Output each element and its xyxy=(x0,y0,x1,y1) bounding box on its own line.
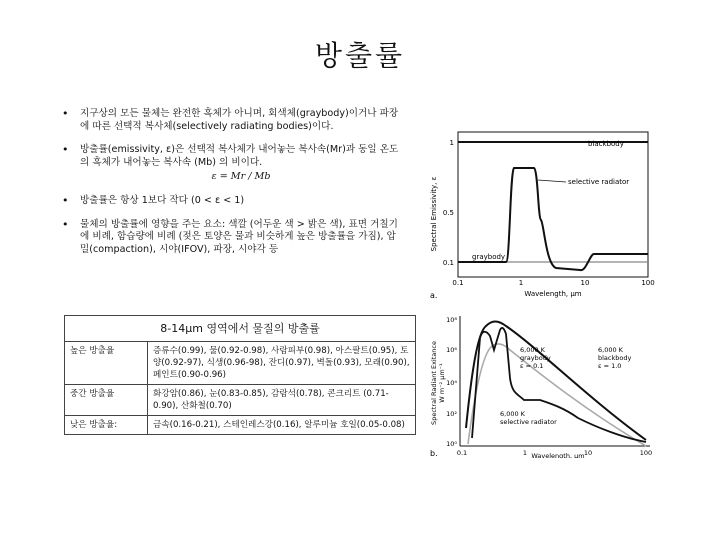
chart-b-ylabel-units: W m⁻² μm⁻¹ xyxy=(438,363,446,403)
chart-b-xtick: 1 xyxy=(522,449,528,457)
bullet-list xyxy=(62,108,402,267)
table-row xyxy=(65,385,416,416)
blackbody-temp-label: 6,000 K xyxy=(598,346,623,354)
chart-b-ytick: 10⁶ xyxy=(446,346,457,354)
table-cell-materials: 금속(0.16-0.21), 스테인레스강(0.16), 알루미늄 호일(0.05-0.08) xyxy=(148,416,416,435)
graybody-name-label: graybody xyxy=(520,354,551,362)
blackbody-emissivity-label: ε = 1.0 xyxy=(598,362,622,370)
chart-a-xtick: 1 xyxy=(518,279,524,287)
table-row xyxy=(65,342,416,385)
table-cell-level: 중간 방출율 xyxy=(65,385,148,416)
page-title: 방출률 xyxy=(314,39,406,72)
table-cell-level: 높은 방출율 xyxy=(65,342,148,385)
chart-a-ylabel: Spectral Emissivity, ε xyxy=(430,176,438,252)
table-row xyxy=(65,416,416,435)
graybody-emissivity-label: ε = 0.1 xyxy=(520,362,544,370)
chart-b-xtick: 10 xyxy=(583,449,593,457)
bullet-item xyxy=(62,144,402,184)
chart-b-ytick: 10⁴ xyxy=(446,379,457,387)
blackbody-label: blackbody xyxy=(588,140,624,148)
chart-b-xtick: 0.1 xyxy=(456,449,468,457)
bullet-text: 방출률은 항상 1보다 작다 (0 < ε < 1) xyxy=(80,194,245,206)
selective-name-label: selective radiator xyxy=(500,418,557,426)
chart-b-ylabel: Spectral Radiant Exitance xyxy=(430,341,438,425)
emissivity-chart xyxy=(428,122,664,302)
chart-a-xlabel: Wavelength, μm xyxy=(524,290,582,298)
chart-a-xtick: 0.1 xyxy=(452,279,464,287)
chart-b-xtick: 100 xyxy=(639,449,653,457)
graybody-temp-label: 6,000 K xyxy=(520,346,545,354)
exitance-chart xyxy=(428,308,664,458)
chart-a-xtick: 10 xyxy=(580,279,590,287)
chart-b-ytick: 10⁸ xyxy=(446,316,457,324)
chart-a-xtick: 100 xyxy=(641,279,655,287)
selective-temp-label: 6,000 K xyxy=(500,410,525,418)
graybody-label: graybody xyxy=(472,253,506,261)
chart-a-ytick: 0.1 xyxy=(442,259,454,267)
selective-pointer xyxy=(538,180,566,182)
selective-label: selective radiator xyxy=(568,178,630,186)
bullet-item xyxy=(62,108,402,133)
bullet-text: 물체의 방출률에 영향을 주는 요소: 색깔 (어두운 색 > 밝은 색), 표면 거칠기에 비례, 함습량에 비례 (젖은 토양은 물과 비슷하게 높은 방출률을 가짐), 압밀(compaction), 시야(IFOV), 파장, 시야각 등 xyxy=(80,218,398,255)
chart-a-panel-label: a. xyxy=(430,291,438,300)
chart-b-ytick: 10⁰ xyxy=(446,440,457,448)
bullet-item xyxy=(62,219,402,257)
chart-a-ytick: 0.5 xyxy=(442,209,454,217)
table-caption: 8-14μm 영역에서 물질의 방출률 xyxy=(65,316,416,342)
chart-b-panel-label: b. xyxy=(430,449,438,458)
table-cell-materials: 화강암(0.86), 눈(0.83-0.85), 감람석(0.78), 콘크리트 (0.71-0.90), 산화철(0.70) xyxy=(148,385,416,416)
emissivity-formula: ε = Mr / Mb xyxy=(211,171,271,183)
chart-b-ytick: 10² xyxy=(446,410,457,418)
emissivity-table xyxy=(64,315,416,435)
blackbody-name-label: blackbody xyxy=(598,354,632,362)
chart-a-ytick: 1 xyxy=(449,139,454,147)
table-cell-materials: 증류수(0.99), 물(0.92-0.98), 사람피부(0.98), 아스팔트(0.95), 토양(0.92-97), 식생(0.96-98), 잔디(0.97), 벽돌(0.93), 모래(0.90), 페인트(0.90-0.96) xyxy=(148,342,416,385)
chart-b-xlabel: Wavelength, μm xyxy=(531,452,585,458)
bullet-item xyxy=(62,195,402,208)
table-cell-level: 낮은 방출율: xyxy=(65,416,148,435)
bullet-text: 방출률(emissivity, ε)은 선택적 복사체가 내어놓는 복사속(Mr)과 동일 온도의 흑체가 내어놓는 복사속 (Mb) 의 비이다. xyxy=(80,144,399,168)
bullet-text: 지구상의 모든 물체는 완전한 흑체가 아니며, 회색체(graybody)이거나 파장에 따른 선택적 복사체(selectively radiating bodies)이다. xyxy=(80,108,399,132)
